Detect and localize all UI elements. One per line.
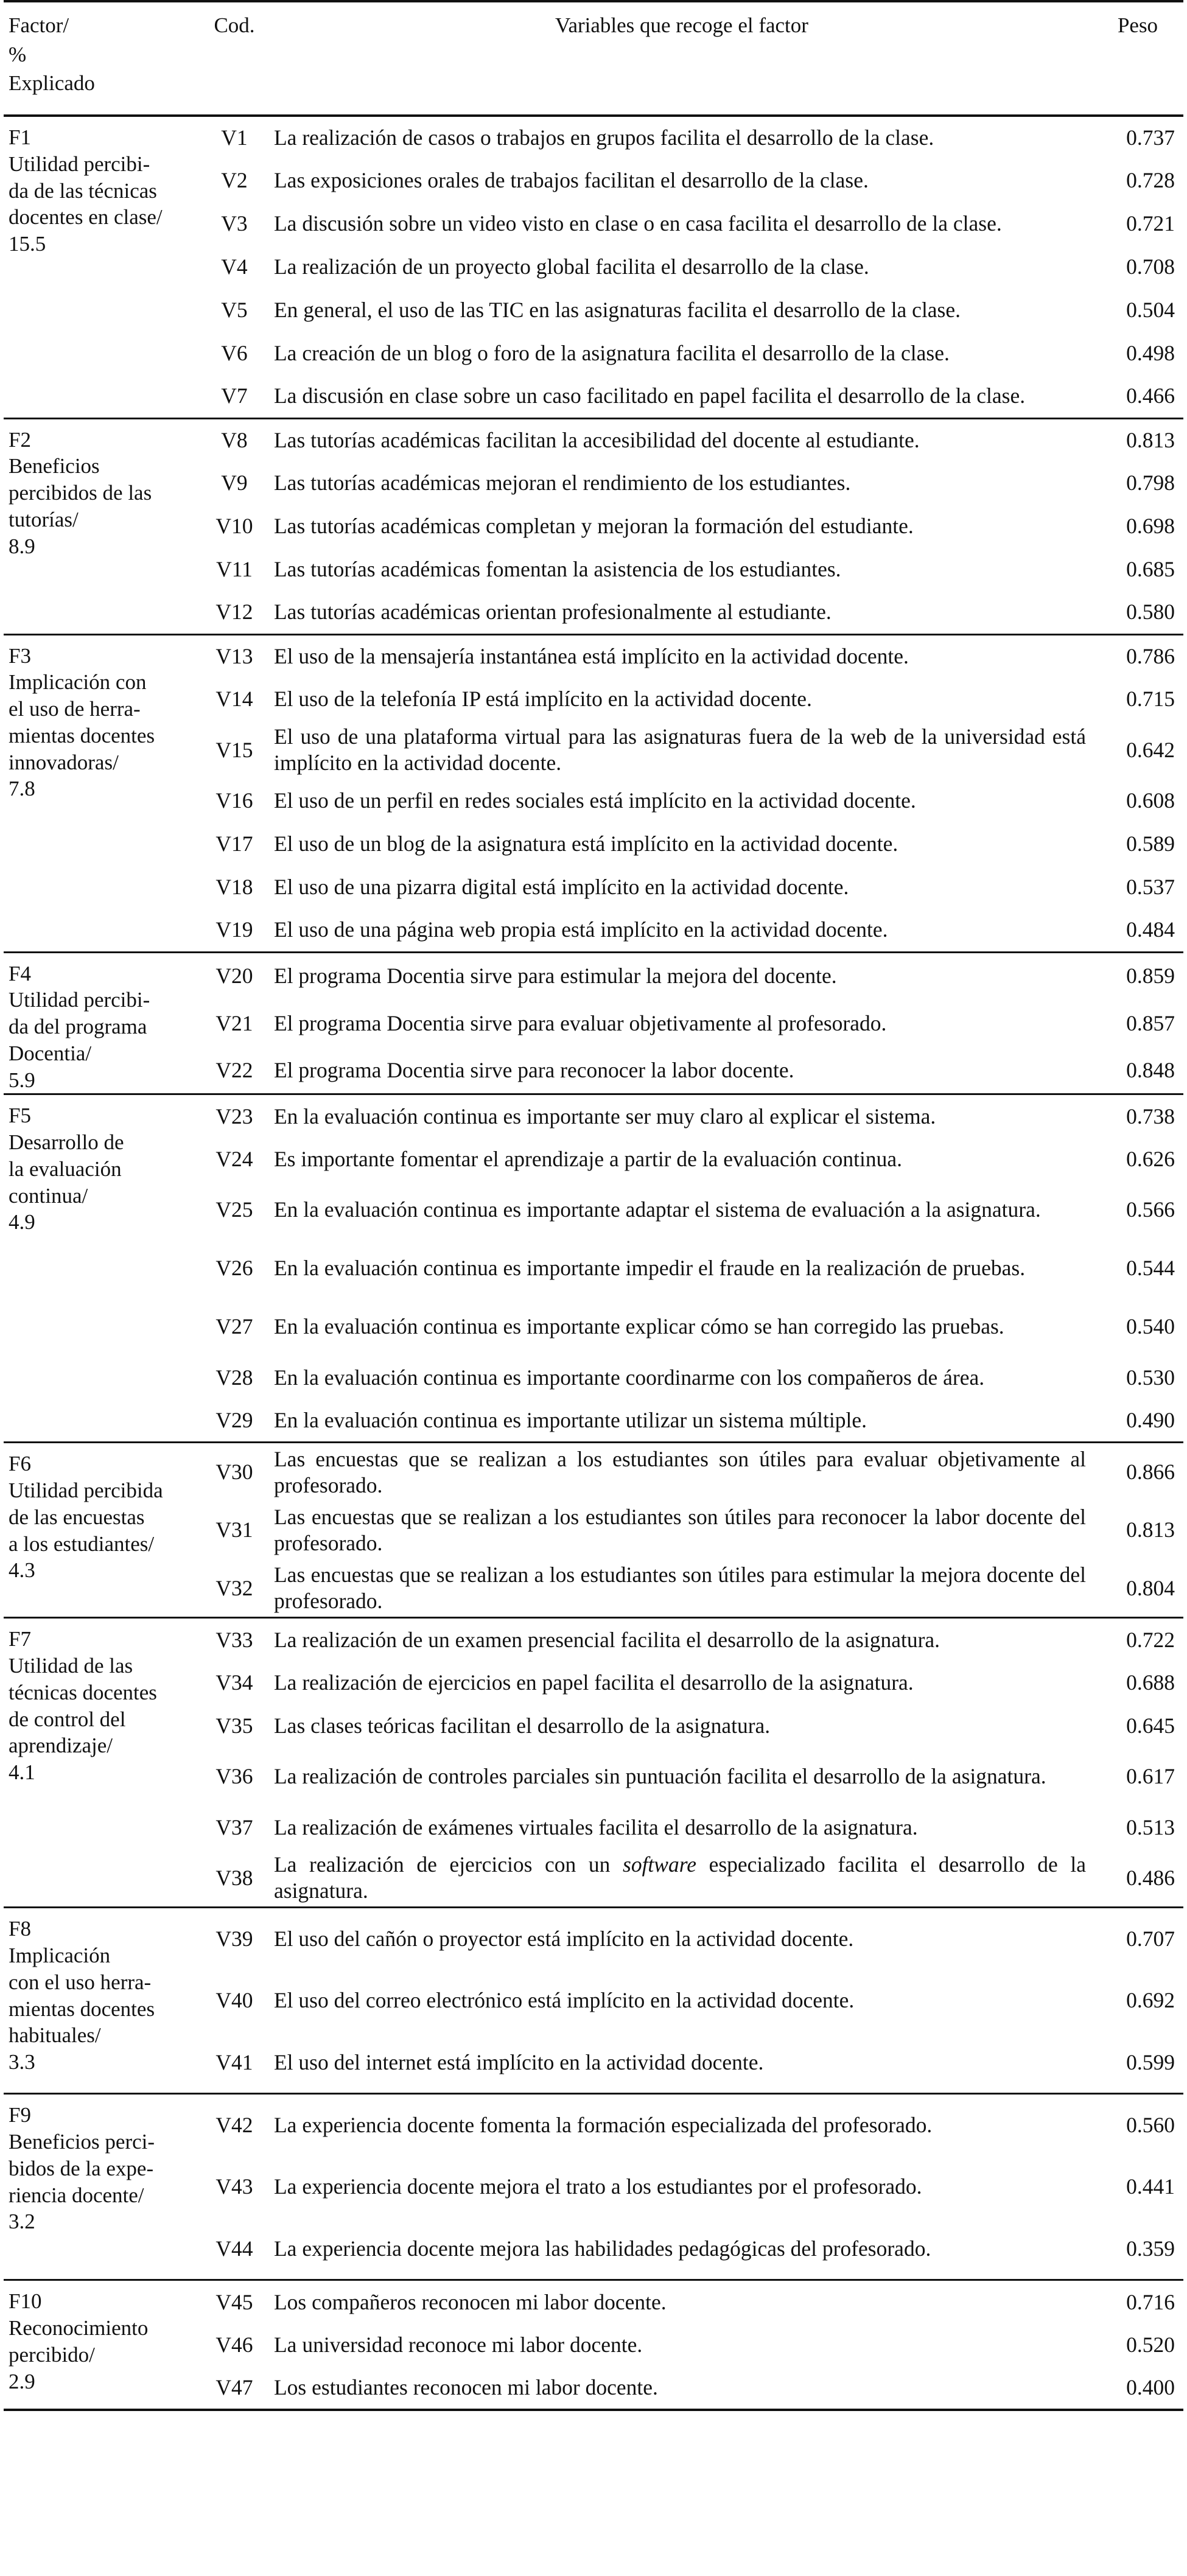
- factor-group: [4, 2280, 1183, 2410]
- variable-code: V35: [215, 1713, 253, 1738]
- factor-label-line: riencia docente/: [9, 2183, 144, 2207]
- variable-text: El uso de una página web propia está implícito en la actividad docente.: [274, 917, 888, 942]
- factor-loading: 0.400: [1126, 2375, 1175, 2399]
- factor-loading: 0.617: [1126, 1764, 1175, 1789]
- variable-text: Las encuestas que se realizan a los estudiantes son útiles para reconocer la labor docente del profesorado.: [274, 1505, 1086, 1555]
- variable-code: V6: [221, 341, 248, 366]
- factor-loading: 0.798: [1126, 471, 1175, 495]
- header-factor-line: Factor/: [9, 13, 69, 37]
- variable-text: El uso de un blog de la asignatura está implícito en la actividad docente.: [274, 831, 898, 856]
- factor-label-line: Implicación: [9, 1944, 111, 1967]
- factor-label-line: 4.9: [9, 1210, 35, 1234]
- factor-label-line: el uso de herra-: [9, 697, 141, 721]
- factor-label-line: F9: [9, 2103, 31, 2127]
- factor-label-line: 5.9: [9, 1068, 35, 1092]
- variable-text: El uso del cañón o proyector está implícito en la actividad docente.: [274, 1927, 854, 1951]
- factor-loading: 0.685: [1126, 557, 1175, 582]
- factor-loading: 0.589: [1126, 831, 1175, 856]
- factor-loading: 0.490: [1126, 1408, 1175, 1433]
- variable-code: V24: [215, 1146, 253, 1171]
- variable-text: El uso de una pizarra digital está implícito en la actividad docente.: [274, 875, 849, 900]
- variable-text: La discusión en clase sobre un caso facilitado en papel facilita el desarrollo de la clase.: [274, 383, 1026, 408]
- factor-label-line: F4: [9, 961, 31, 985]
- factor-loading: 0.520: [1126, 2332, 1175, 2357]
- emphasis-software: software: [623, 1852, 696, 1877]
- factor-table: [4, 0, 1183, 2411]
- factor-label-line: Utilidad de las: [9, 1654, 133, 1678]
- factor-loading: 0.498: [1126, 341, 1175, 366]
- table-header: [4, 1, 1183, 116]
- variable-text: En la evaluación continua es importante adaptar el sistema de evaluación a la asignatura.: [274, 1197, 1041, 1222]
- table-row: [4, 952, 1183, 999]
- variable-code: V39: [215, 1927, 253, 1951]
- factor-group: [4, 116, 1183, 418]
- factor-loading: 0.716: [1126, 2289, 1175, 2314]
- variable-code: V14: [215, 687, 253, 712]
- variable-text: El programa Docentia sirve para estimular la mejora del docente.: [274, 964, 837, 989]
- variable-code: V1: [221, 125, 248, 150]
- variable-text: Los estudiantes reconocen mi labor docente.: [274, 2375, 658, 2399]
- variable-text: Las tutorías académicas fomentan la asistencia de los estudiantes.: [274, 557, 841, 582]
- variable-text: Es importante fomentar el aprendizaje a partir de la evaluación continua.: [274, 1146, 902, 1171]
- factor-loading: 0.560: [1126, 2113, 1175, 2138]
- factor-cell: [4, 2280, 197, 2410]
- variable-text: La discusión sobre un video visto en clase o en casa facilita el desarrollo de la clase.: [274, 211, 1002, 236]
- factor-loading: 0.698: [1126, 514, 1175, 539]
- factor-loading: 0.486: [1126, 1865, 1175, 1890]
- variable-code: V44: [215, 2236, 253, 2261]
- factor-label-line: técnicas docentes: [9, 1680, 157, 1704]
- variable-text: La creación de un blog o foro de la asignatura facilita el desarrollo de la clase.: [274, 341, 950, 366]
- variable-code: V42: [215, 2113, 253, 2138]
- factor-label-line: continua/: [9, 1183, 88, 1208]
- factor-group: [4, 418, 1183, 634]
- factor-table-page: [4, 0, 1183, 2570]
- factor-label-line: de control del: [9, 1707, 126, 1731]
- factor-label-line: con el uso herra-: [9, 1970, 152, 1994]
- variable-text: La realización de un examen presencial facilita el desarrollo de la asignatura.: [274, 1627, 940, 1652]
- factor-loading: 0.504: [1126, 298, 1175, 323]
- factor-label-line: de las encuestas: [9, 1505, 145, 1529]
- factor-loading: 0.359: [1126, 2236, 1175, 2261]
- variable-code: V16: [215, 788, 253, 813]
- variable-code: V22: [215, 1057, 253, 1082]
- factor-group: [4, 2094, 1183, 2280]
- variable-code: V13: [215, 643, 253, 668]
- factor-label-line: Beneficios: [9, 454, 100, 478]
- factor-label-line: docentes en clase/: [9, 205, 163, 229]
- factor-label-line: 8.9: [9, 534, 35, 558]
- header-factor-line: Explicado: [9, 71, 95, 96]
- table-row: [4, 2280, 1183, 2323]
- factor-label-line: mientas docentes: [9, 1997, 155, 2021]
- factor-label-line: 15.5: [9, 232, 46, 256]
- table-row: [4, 418, 1183, 461]
- factor-label-line: F2: [9, 427, 31, 452]
- factor-label-line: aprendizaje/: [9, 1734, 113, 1758]
- factor-loading: 0.813: [1126, 427, 1175, 452]
- factor-label-line: Implicación con: [9, 670, 147, 695]
- header-variables: Variables que recoge el factor: [555, 13, 808, 37]
- factor-cell: [4, 1094, 197, 1443]
- variable-code: V31: [215, 1517, 253, 1542]
- factor-label-line: F10: [9, 2289, 42, 2314]
- variable-code: V27: [215, 1314, 253, 1339]
- variable-code: V30: [215, 1460, 253, 1485]
- variable-text: El uso del internet está implícito en la actividad docente.: [274, 2049, 764, 2074]
- variable-text: Los compañeros reconocen mi labor docente.: [274, 2289, 667, 2314]
- variable-code: V37: [215, 1815, 253, 1839]
- header-factor: [4, 1, 197, 116]
- factor-label-line: F1: [9, 125, 31, 149]
- variable-text: El programa Docentia sirve para reconocer la labor docente.: [274, 1057, 794, 1082]
- factor-label-line: 2.9: [9, 2369, 35, 2393]
- factor-loading: 0.540: [1126, 1314, 1175, 1339]
- factor-group: [4, 1618, 1183, 1908]
- factor-label-line: F5: [9, 1104, 31, 1128]
- factor-loading: 0.692: [1126, 1988, 1175, 2013]
- variable-code: V25: [215, 1197, 253, 1222]
- factor-label-line: F7: [9, 1627, 31, 1651]
- variable-code: V29: [215, 1408, 253, 1433]
- variable-code: V10: [215, 514, 253, 539]
- factor-loading: 0.441: [1126, 2174, 1175, 2199]
- factor-label-line: percibidos de las: [9, 481, 152, 505]
- variable-code: V38: [215, 1865, 253, 1890]
- factor-loading: 0.608: [1126, 788, 1175, 813]
- variable-code: V23: [215, 1104, 253, 1129]
- factor-loading: 0.580: [1126, 600, 1175, 625]
- variable-code: V41: [215, 2049, 253, 2074]
- table-row: [4, 634, 1183, 677]
- header-cod: Cod.: [214, 13, 255, 37]
- factor-label-line: innovadoras/: [9, 750, 119, 774]
- variable-text: La realización de un proyecto global facilita el desarrollo de la clase.: [274, 254, 869, 279]
- variable-code: V9: [221, 471, 248, 495]
- variable-code: V32: [215, 1575, 253, 1600]
- header-factor-line: %: [9, 42, 27, 66]
- variable-text: La realización de exámenes virtuales facilita el desarrollo de la asignatura.: [274, 1815, 918, 1839]
- variable-code: V47: [215, 2375, 253, 2399]
- factor-loading: 0.715: [1126, 687, 1175, 712]
- factor-loading: 0.738: [1126, 1104, 1175, 1129]
- factor-label-line: 3.3: [9, 2050, 35, 2074]
- factor-cell: [4, 116, 197, 418]
- variable-text: La experiencia docente fomenta la formación especializada del profesorado.: [274, 2113, 933, 2138]
- header-peso: Peso: [1117, 13, 1158, 37]
- variable-text: Las encuestas que se realizan a los estudiantes son útiles para evaluar objetivamente al profesorado.: [274, 1446, 1086, 1497]
- variable-text: Las exposiciones orales de trabajos facilitan el desarrollo de la clase.: [274, 168, 869, 193]
- factor-loading: 0.804: [1126, 1575, 1175, 1600]
- variable-text: En la evaluación continua es importante ser muy claro al explicar el sistema.: [274, 1104, 936, 1129]
- variable-text: El programa Docentia sirve para evaluar objetivamente al profesorado.: [274, 1010, 887, 1035]
- factor-loading: 0.599: [1126, 2049, 1175, 2074]
- factor-cell: [4, 1908, 197, 2094]
- variable-text: Las tutorías académicas facilitan la accesibilidad del docente al estudiante.: [274, 427, 920, 452]
- factor-loading: 0.737: [1126, 125, 1175, 150]
- factor-cell: [4, 418, 197, 634]
- variable-code: V20: [215, 964, 253, 989]
- table-row: [4, 1094, 1183, 1138]
- factor-label-line: 4.1: [9, 1760, 35, 1784]
- variable-code: V8: [221, 427, 248, 452]
- factor-label-line: tutorías/: [9, 507, 79, 531]
- factor-loading: 0.848: [1126, 1057, 1175, 1082]
- factor-loading: 0.513: [1126, 1815, 1175, 1839]
- factor-cell: [4, 1618, 197, 1908]
- variable-text: La experiencia docente mejora el trato a los estudiantes por el profesorado.: [274, 2174, 922, 2199]
- variable-text: En la evaluación continua es importante utilizar un sistema múltiple.: [274, 1408, 867, 1433]
- variable-code: V26: [215, 1256, 253, 1281]
- variable-text: La realización de casos o trabajos en grupos facilita el desarrollo de la clase.: [274, 125, 934, 150]
- variable-code: V18: [215, 875, 253, 900]
- factor-label-line: Desarrollo de: [9, 1130, 124, 1154]
- variable-code: V40: [215, 1988, 253, 2013]
- variable-code: V7: [221, 383, 248, 408]
- variable-text: El uso de un perfil en redes sociales está implícito en la actividad docente.: [274, 788, 916, 813]
- variable-text: Las encuestas que se realizan a los estudiantes son útiles para estimular la mejora docente del profesorado.: [274, 1563, 1086, 1613]
- variable-code: V28: [215, 1365, 253, 1390]
- table-row: [4, 1908, 1183, 1970]
- factor-label-line: Docentia/: [9, 1041, 92, 1065]
- factor-label-line: Reconocimiento: [9, 2316, 149, 2340]
- factor-cell: [4, 634, 197, 952]
- variable-text: La universidad reconoce mi labor docente.: [274, 2332, 643, 2357]
- variable-text: La experiencia docente mejora las habilidades pedagógicas del profesorado.: [274, 2236, 931, 2261]
- variable-text: El uso del correo electrónico está implícito en la actividad docente.: [274, 1988, 855, 2013]
- factor-label-line: percibido/: [9, 2342, 95, 2367]
- variable-text: Las tutorías académicas orientan profesionalmente al estudiante.: [274, 600, 832, 625]
- table-row: [4, 1618, 1183, 1661]
- variable-text: En la evaluación continua es importante coordinarme con los compañeros de área.: [274, 1365, 985, 1390]
- variable-code: V17: [215, 831, 253, 856]
- variable-text: El uso de la telefonía IP está implícito en la actividad docente.: [274, 687, 812, 712]
- factor-loading: 0.721: [1126, 211, 1175, 236]
- factor-group: [4, 1908, 1183, 2094]
- variable-text: En general, el uso de las TIC en las asignaturas facilita el desarrollo de la clase.: [274, 298, 961, 323]
- factor-loading: 0.786: [1126, 643, 1175, 668]
- variable-code: V15: [215, 737, 253, 762]
- factor-label-line: da de las técnicas: [9, 178, 157, 203]
- variable-text: La realización de ejercicios en papel facilita el desarrollo de la asignatura.: [274, 1670, 914, 1695]
- factor-label-line: Utilidad percibida: [9, 1479, 163, 1502]
- factor-loading: 0.857: [1126, 1010, 1175, 1035]
- variable-code: V12: [215, 600, 253, 625]
- factor-label-line: 4.3: [9, 1558, 35, 1583]
- variable-text: En la evaluación continua es importante impedir el fraude en la realización de pruebas.: [274, 1256, 1026, 1281]
- variable-code: V43: [215, 2174, 253, 2199]
- variable-code: V36: [215, 1764, 253, 1789]
- factor-label-line: F3: [9, 643, 31, 668]
- factor-loading: 0.688: [1126, 1670, 1175, 1695]
- variable-text: La realización de ejercicios con un software especializado facilita el desarrollo de la asignatura.: [274, 1852, 1087, 1903]
- factor-cell: [4, 2094, 197, 2280]
- factor-loading: 0.626: [1126, 1146, 1175, 1171]
- variable-code: V3: [221, 211, 248, 236]
- variable-code: V46: [215, 2332, 253, 2357]
- factor-loading: 0.859: [1126, 964, 1175, 989]
- variable-text: La realización de controles parciales sin puntuación facilita el desarrollo de la asignatura.: [274, 1764, 1046, 1789]
- factor-label-line: Utilidad percibi-: [9, 988, 150, 1012]
- factor-loading: 0.544: [1126, 1256, 1175, 1281]
- variable-code: V19: [215, 917, 253, 942]
- factor-loading: 0.642: [1126, 737, 1175, 762]
- factor-group: [4, 952, 1183, 1094]
- factor-cell: [4, 1443, 197, 1618]
- variable-code: V5: [221, 298, 248, 323]
- factor-label-line: da del programa: [9, 1015, 147, 1038]
- variable-text: En la evaluación continua es importante explicar cómo se han corregido las pruebas.: [274, 1314, 1004, 1339]
- factor-loading: 0.530: [1126, 1365, 1175, 1390]
- factor-label-line: bidos de la expe-: [9, 2156, 154, 2180]
- variable-code: V2: [221, 168, 248, 193]
- variable-code: V4: [221, 254, 248, 279]
- factor-label-line: a los estudiantes/: [9, 1531, 155, 1556]
- factor-loading: 0.813: [1126, 1517, 1175, 1542]
- variable-code: V21: [215, 1010, 253, 1035]
- variable-code: V34: [215, 1670, 253, 1695]
- table-row: [4, 2094, 1183, 2156]
- factor-loading: 0.866: [1126, 1460, 1175, 1485]
- variable-code: V11: [216, 557, 253, 582]
- factor-group: [4, 1443, 1183, 1618]
- factor-loading: 0.537: [1126, 875, 1175, 900]
- factor-group: [4, 634, 1183, 952]
- table-row: [4, 1443, 1183, 1501]
- factor-label-line: F8: [9, 1917, 31, 1941]
- factor-loading: 0.728: [1126, 168, 1175, 193]
- factor-label-line: mientas docentes: [9, 723, 155, 747]
- factor-label-line: la evaluación: [9, 1157, 122, 1181]
- factor-label-line: habituales/: [9, 2023, 101, 2048]
- factor-group: [4, 1094, 1183, 1443]
- factor-loading: 0.707: [1126, 1927, 1175, 1951]
- factor-loading: 0.722: [1126, 1627, 1175, 1652]
- factor-loading: 0.566: [1126, 1197, 1175, 1222]
- variable-text: Las tutorías académicas mejoran el rendimiento de los estudiantes.: [274, 471, 851, 495]
- factor-label-line: Utilidad percibi-: [9, 152, 150, 176]
- variable-code: V33: [215, 1627, 253, 1652]
- factor-loading: 0.708: [1126, 254, 1175, 279]
- factor-label-line: F6: [9, 1452, 31, 1476]
- variable-text: El uso de una plataforma virtual para las asignaturas fuera de la web de la universidad está implícito en la actividad docente.: [274, 724, 1086, 775]
- factor-cell: [4, 952, 197, 1094]
- variable-text: Las clases teóricas facilitan el desarrollo de la asignatura.: [274, 1713, 771, 1738]
- factor-loading: 0.645: [1126, 1713, 1175, 1738]
- factor-label-line: 7.8: [9, 777, 35, 801]
- factor-loading: 0.484: [1126, 917, 1175, 942]
- factor-label-line: Beneficios perci-: [9, 2130, 155, 2154]
- table-row: [4, 116, 1183, 159]
- factor-loading: 0.466: [1126, 383, 1175, 408]
- variable-code: V45: [215, 2289, 253, 2314]
- factor-label-line: 3.2: [9, 2210, 35, 2234]
- variable-text: Las tutorías académicas completan y mejoran la formación del estudiante.: [274, 514, 914, 539]
- variable-text: El uso de la mensajería instantánea está implícito en la actividad docente.: [274, 643, 909, 668]
